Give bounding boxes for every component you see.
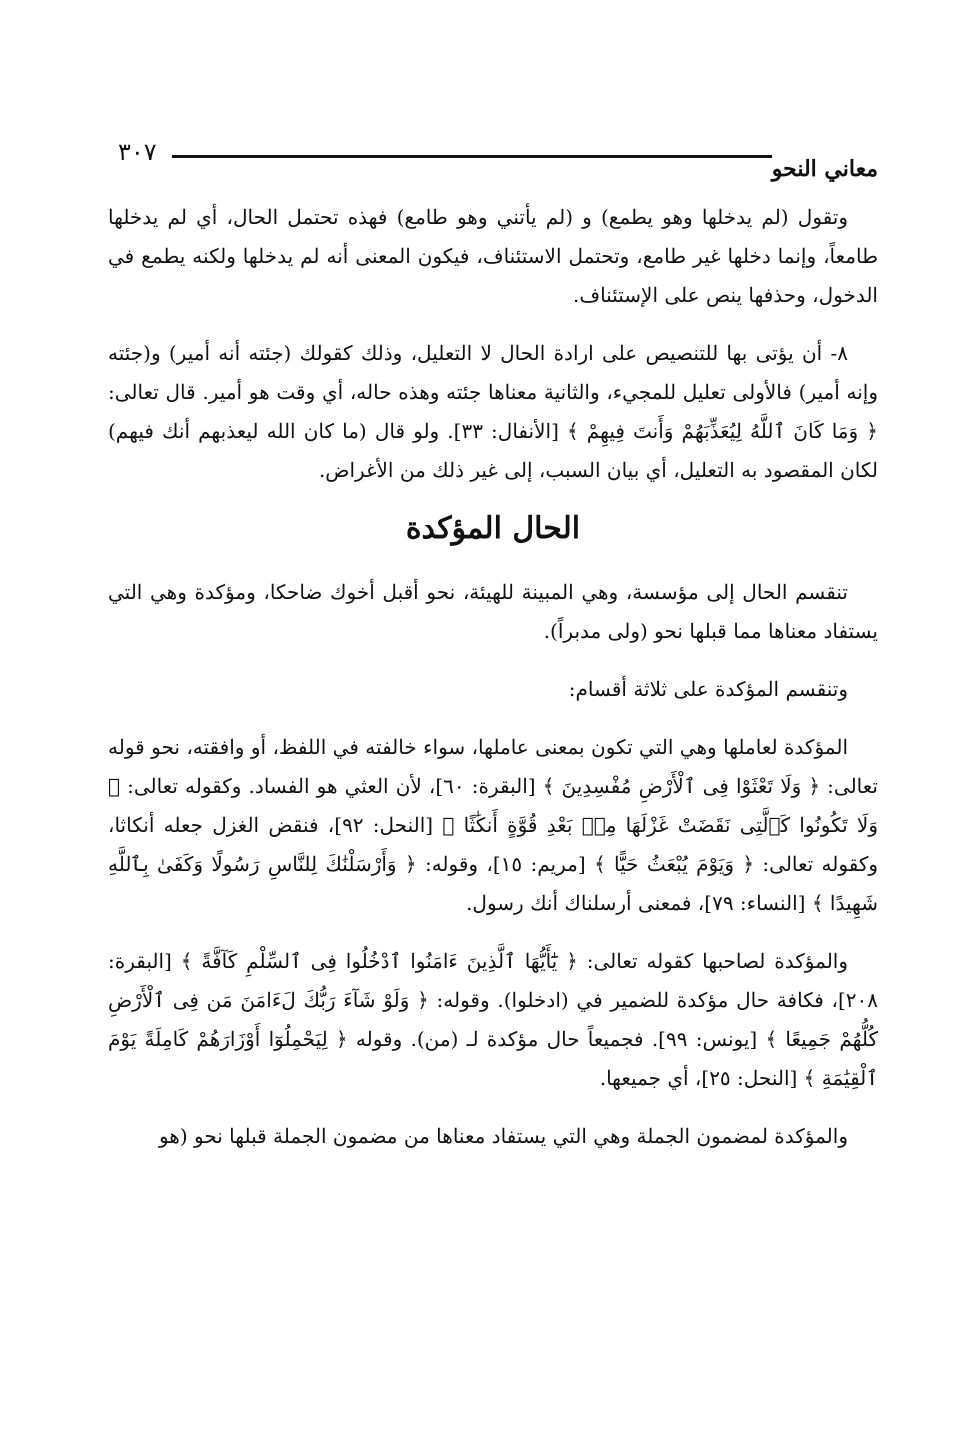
- paragraph: تنقسم الحال إلى مؤسسة، وهي المبينة للهيئة، نحو أقبل أخوك ضاحكا، ومؤكدة وهي التي يستفاد معناها مما قبلها نحو (ولى مدبراً).: [108, 580, 878, 643]
- paragraph: والمؤكدة لصاحبها كقوله تعالى: ﴿ يَٰٓأَيُّهَا ٱلَّذِينَ ءَامَنُوا ٱدْخُلُوا فِى ٱلسِّلْمِ كَآفَّةً ﴾ [البقرة: ٢٠٨]، فكافة حال مؤكدة للضمير في (ادخلوا). وقوله: ﴿ وَلَوْ شَآءَ رَبُّكَ لَءَامَنَ مَن فِى ٱلْأَرْضِ كُلُّهُمْ جَمِيعًا ﴾ [يونس: ٩٩]. فجميعاً حال مؤكدة لـ (من). وقوله ﴿ لِيَحْمِلُوٓا أَوْزَارَهُمْ كَامِلَةً يَوْمَ ٱلْقِيَٰمَةِ ﴾ [النحل: ٢٥]، أي جميعها.: [108, 949, 879, 1090]
- paragraph: ٨- أن يؤتى بها للتنصيص على ارادة الحال لا التعليل، وذلك كقولك (جئته أنه أمير) و(جئته وإنه أمير) فالأولى تعليل للمجيء، والثانية معناها جئته وهذه حاله، أي وقت هو أمير. قال تعالى: ﴿ وَمَا كَانَ ٱللَّهُ لِيُعَذِّبَهُمْ وَأَنتَ فِيهِمْ ﴾ [الأنفال: ٣٣]. ولو قال (ما كان الله ليعذبهم أنك فيهم) لكان المقصود به التعليل، أي بيان السبب، إلى غير ذلك من الأغراض.: [108, 341, 878, 482]
- book-title: معاني النحو: [771, 156, 878, 182]
- paragraph: والمؤكدة لمضمون الجملة وهي التي يستفاد معناها من مضمون الجملة قبلها نحو (هو: [158, 1124, 848, 1148]
- header-rule: [172, 155, 772, 158]
- page-number: ٣٠٧: [118, 138, 157, 166]
- section-heading: الحال المؤكدة: [405, 511, 581, 546]
- paragraph: وتنقسم المؤكدة على ثلاثة أقسام:: [568, 677, 848, 701]
- page-header: [108, 138, 878, 188]
- paragraph: المؤكدة لعاملها وهي التي تكون بمعنى عاملها، سواء خالفته في اللفظ، أو وافقته، نحو قوله تعالى: ﴿ وَلَا تَعْثَوْا فِى ٱلْأَرْضِ مُفْسِدِينَ ﴾ [البقرة: ٦٠]، لأن العثي هو الفساد. وكقوله تعالى: ﴿ وَلَا تَكُونُوا كَٱلَّتِى نَقَضَتْ غَزْلَهَا مِنۢ بَعْدِ قُوَّةٍ أَنكَٰثًا ﴾ [النحل: ٩٢]، فنقض الغزل جعله أنكاثا، وكقوله تعالى: ﴿ وَيَوْمَ يُبْعَثُ حَيًّا ﴾ [مريم: ١٥]، وقوله: ﴿ وَأَرْسَلْنَٰكَ لِلنَّاسِ رَسُولًا وَكَفَىٰ بِٱللَّهِ شَهِيدًا ﴾ [النساء: ٧٩]، فمعنى أرسلناك أنك رسول.: [108, 735, 879, 915]
- paragraph: وتقول (لم يدخلها وهو يطمع) و (لم يأتني وهو طامع) فهذه تحتمل الحال، أي لم يدخلها طامعاً، وإنما دخلها غير طامع، وتحتمل الاستئناف، فيكون المعنى أنه لم يدخلها ولكنه يطمع في الدخول، وحذفها ينص على الإستئناف.: [108, 205, 878, 307]
- page-body: [108, 198, 878, 1175]
